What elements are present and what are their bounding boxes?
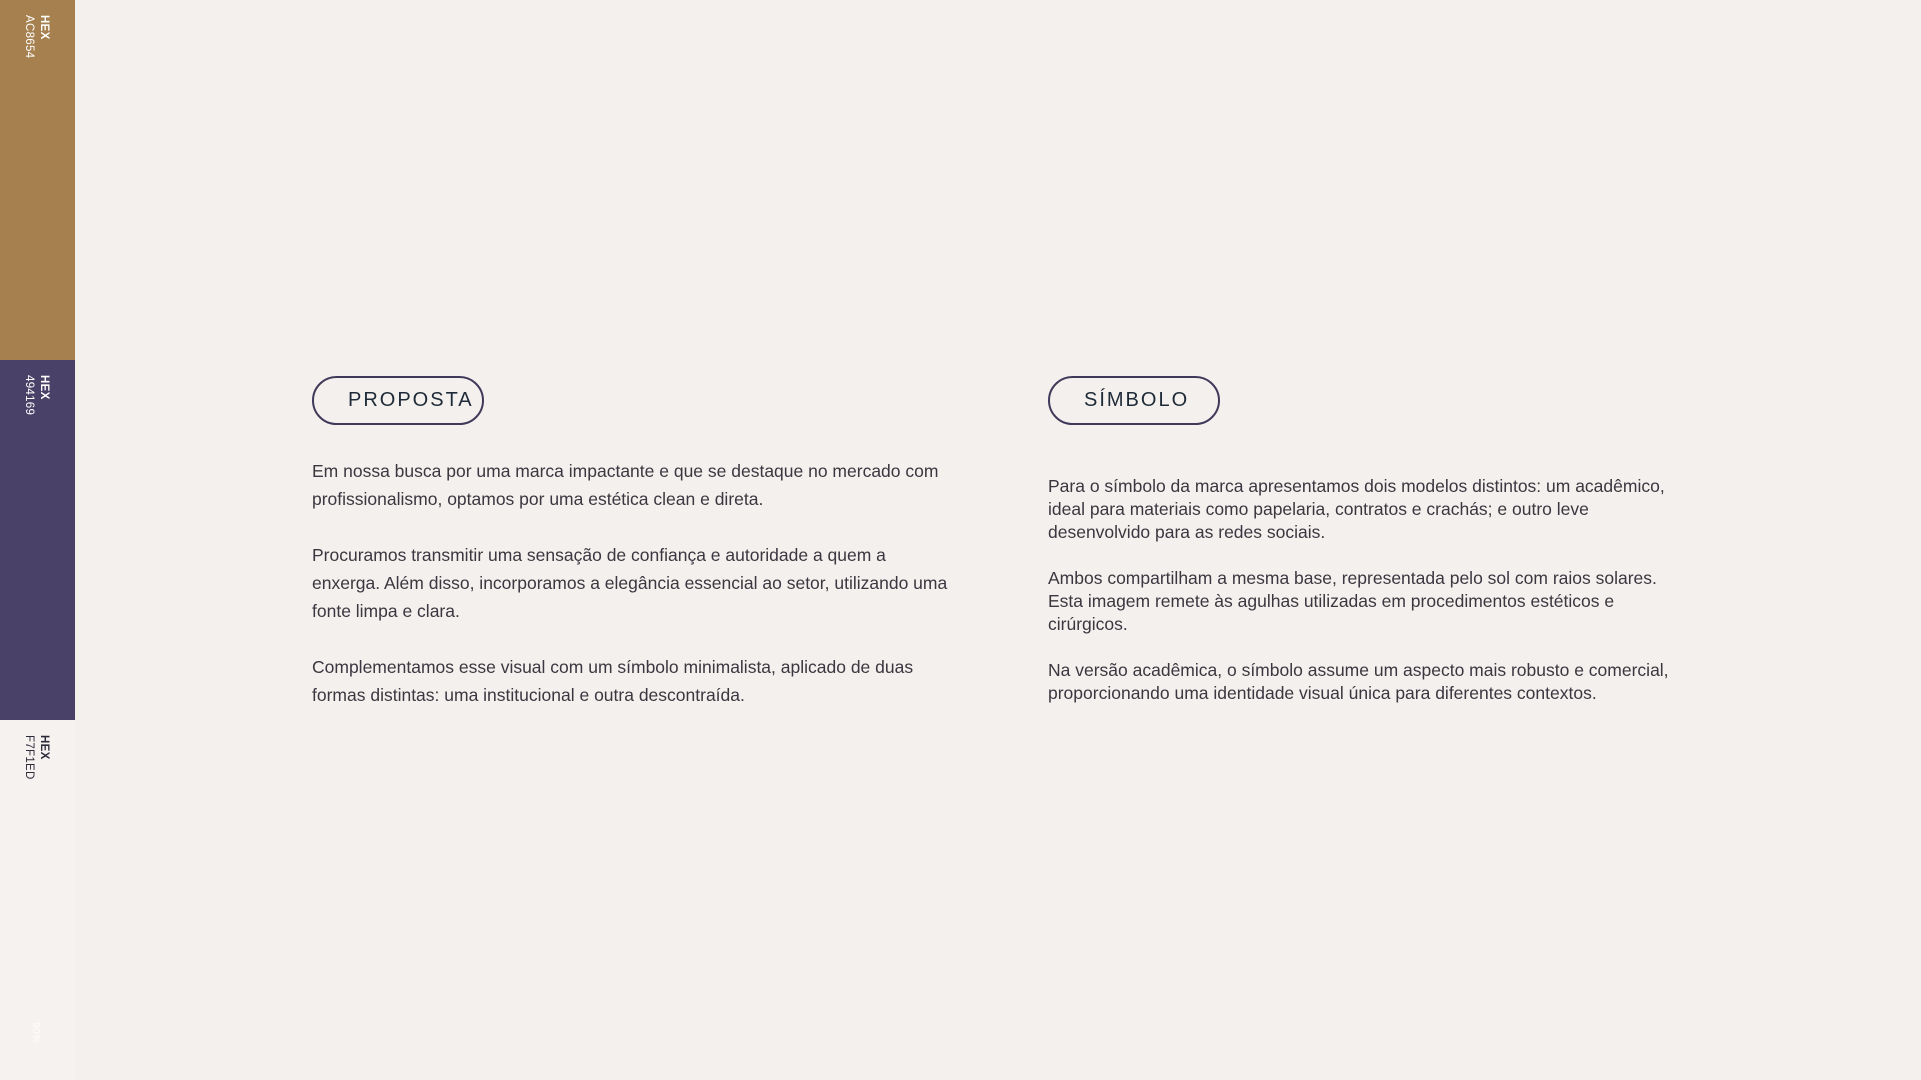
simbolo-section (1048, 376, 1688, 705)
color-swatch-purple (0, 360, 75, 720)
paragraph: Na versão acadêmica, o símbolo assume um aspecto mais robusto e comercial, proporcionando uma identidade visual única para diferentes contextos. (1048, 660, 1669, 703)
paragraph: Procuramos transmitir uma sensação de confiança e autoridade a quem a enxerga. Além disso, incorporamos a elegância essencial ao setor, utilizando uma fonte limpa e clara. (312, 545, 948, 621)
paragraph: Complementamos esse visual com um símbolo minimalista, aplicado de duas formas distintas: uma institucional e outra descontraída. (312, 657, 914, 705)
hex-label-cream (21, 735, 51, 780)
simbolo-title-pill: SÍMBOLO (1048, 376, 1220, 425)
paragraph: Em nossa busca por uma marca impactante e que se destaque no mercado com profissionalismo, optamos por uma estética clean e direta. (312, 461, 939, 509)
hex-code: 494169 (23, 375, 35, 416)
hex-word: HEX (38, 15, 50, 40)
proposta-title-pill: PROPOSTA (312, 376, 484, 425)
paragraph: Para o símbolo da marca apresentamos dois modelos distintos: um acadêmico, ideal para materiais como papelaria, contratos e crachás; e outro leve desenvolvido para as redes sociais. (1048, 476, 1665, 542)
proposta-section (312, 376, 952, 709)
hex-word: HEX (38, 375, 50, 400)
hex-label-purple (21, 375, 51, 415)
simbolo-body (1048, 475, 1688, 705)
color-palette-sidebar (0, 0, 75, 1080)
proposta-body (312, 457, 952, 709)
hex-code: F7F1ED (23, 735, 35, 780)
paragraph: Ambos compartilham a mesma base, representada pelo sol com raios solares. Esta imagem remete às agulhas utilizadas em procedimentos estéticos e cirúrgicos. (1048, 568, 1657, 634)
color-swatch-gold (0, 0, 75, 360)
hex-label-gold (21, 15, 51, 58)
percentage-label: 90% (30, 1022, 41, 1044)
hex-word: HEX (38, 735, 50, 760)
hex-code: AC8654 (23, 15, 35, 59)
